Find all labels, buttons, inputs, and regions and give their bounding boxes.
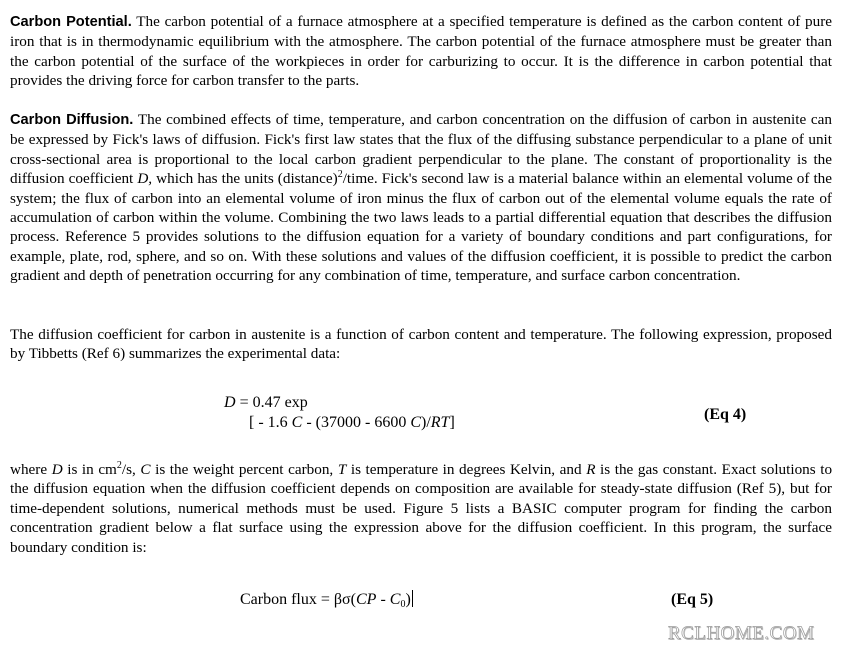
where-var-t: T — [337, 461, 347, 478]
where-t4: is the weight percent carbon, — [155, 461, 334, 478]
equation-4-line-2 — [249, 413, 455, 433]
superscript-2: 2 — [337, 169, 343, 181]
paragraph-carbon-diffusion-body-b: which has the units (distance) — [156, 170, 338, 188]
where-var-c: C — [140, 461, 151, 478]
where-t6: is the gas constant. Exact solutions to the diffusion equation when the diffusion coefficient depends on composition are available for steady-state diffusion (Ref 5), but for time-dependent solutions, numerical methods must be used. Figure 5 lists a BASIC computer program for finding the carbon concentration gradient below a flat surface using the expression above for the diffusion coefficient. In this program, the surface boundary condition is: — [10, 461, 833, 556]
text-caret — [412, 590, 413, 607]
eq5-minus: - — [380, 591, 386, 608]
paragraph-carbon-potential — [10, 12, 832, 91]
where-t5: is temperature in degrees Kelvin, and — [350, 461, 582, 478]
symbol-d: D, — [137, 170, 153, 188]
equation-4-line-1 — [224, 393, 308, 413]
eq4-line1-rest: = 0.47 exp — [239, 394, 308, 411]
eq4-var-c2: C — [410, 414, 421, 431]
where-t1: where — [10, 461, 48, 478]
eq5-prefix: Carbon flux = βσ( — [240, 591, 356, 608]
eq4-l2-d: )/ — [420, 414, 431, 431]
watermark: RCLHOME.COM — [668, 623, 815, 644]
equation-5 — [240, 590, 413, 610]
eq4-l2-e: ] — [449, 414, 455, 431]
eq4-var-d: D — [224, 394, 236, 411]
heading-carbon-diffusion: Carbon Diffusion. — [10, 112, 134, 128]
paragraph-carbon-diffusion — [10, 110, 832, 286]
where-t3: /s, — [121, 461, 136, 478]
equation-4-label: (Eq 4) — [704, 406, 747, 423]
where-var-d: D — [51, 461, 63, 478]
paragraph-carbon-diffusion-body-c: /time. Fick's second law is a material balance within an elemental volume of the system; the flux of carbon into an elemental volume of iron minus the flux of carbon out of the elemental volume equals the rate of accumulation of carbon within the volume. Combining the two laws leads to a partial differential equation that describes the diffusion process. Reference 5 provides solutions to the diffusion equation for a variety of boundary conditions and part configurations, for example, plate, rod, sphere, and so on. With these solutions and values of the diffusion coefficient, it is possible to predict the carbon gradient and depth of penetration occurring for any combination of time, temperature, and surface carbon concentration. — [10, 170, 833, 285]
paragraph-diffusion-coefficient — [10, 325, 832, 364]
where-superscript-2: 2 — [116, 460, 122, 471]
eq5-close: ) — [405, 591, 411, 608]
eq5-var-c: C — [389, 591, 401, 608]
heading-carbon-potential: Carbon Potential. — [10, 14, 132, 30]
eq4-var-rt: RT — [430, 414, 450, 431]
paragraph-carbon-diffusion-body-a: The combined effects of time, temperature, and carbon concentration on the diffusion of carbon in austenite can be expressed by Fick's laws of diffusion. Fick's first law states that the flux of the diffusing substance perpendicular to a plane of unit cross-sectional area is proportional to the local carbon gradient perpendicular to the plane. The constant of proportionality is the diffusion coefficient — [10, 111, 833, 188]
eq5-subscript-0: 0 — [400, 599, 406, 610]
eq4-var-c: C — [291, 414, 303, 431]
eq4-l2-b: - (37000 - 6600 — [306, 414, 407, 431]
where-var-r: R — [586, 461, 596, 478]
eq5-var-cp: CP — [356, 591, 377, 608]
equation-5-label: (Eq 5) — [671, 591, 714, 608]
paragraph-diffusion-coefficient-body: The diffusion coefficient for carbon in austenite is a function of carbon content and temperature. The following expression, proposed by Tibbetts (Ref 6) summarizes the experimental data: — [10, 326, 832, 363]
where-t2: is in cm — [67, 461, 117, 478]
eq4-l2-a: [ - 1.6 — [249, 414, 288, 431]
paragraph-carbon-potential-body: The carbon potential of a furnace atmosphere at a specified temperature is defined as the carbon content of pure iron that is in thermodynamic equilibrium with the atmosphere. The carbon potential of the furnace atmosphere must be greater than the carbon potential of the surface of the workpieces in order for carburizing to occur. It is the difference in carbon potential that provides the driving force for carbon transfer to the parts. — [10, 13, 832, 90]
paragraph-where — [10, 460, 832, 557]
